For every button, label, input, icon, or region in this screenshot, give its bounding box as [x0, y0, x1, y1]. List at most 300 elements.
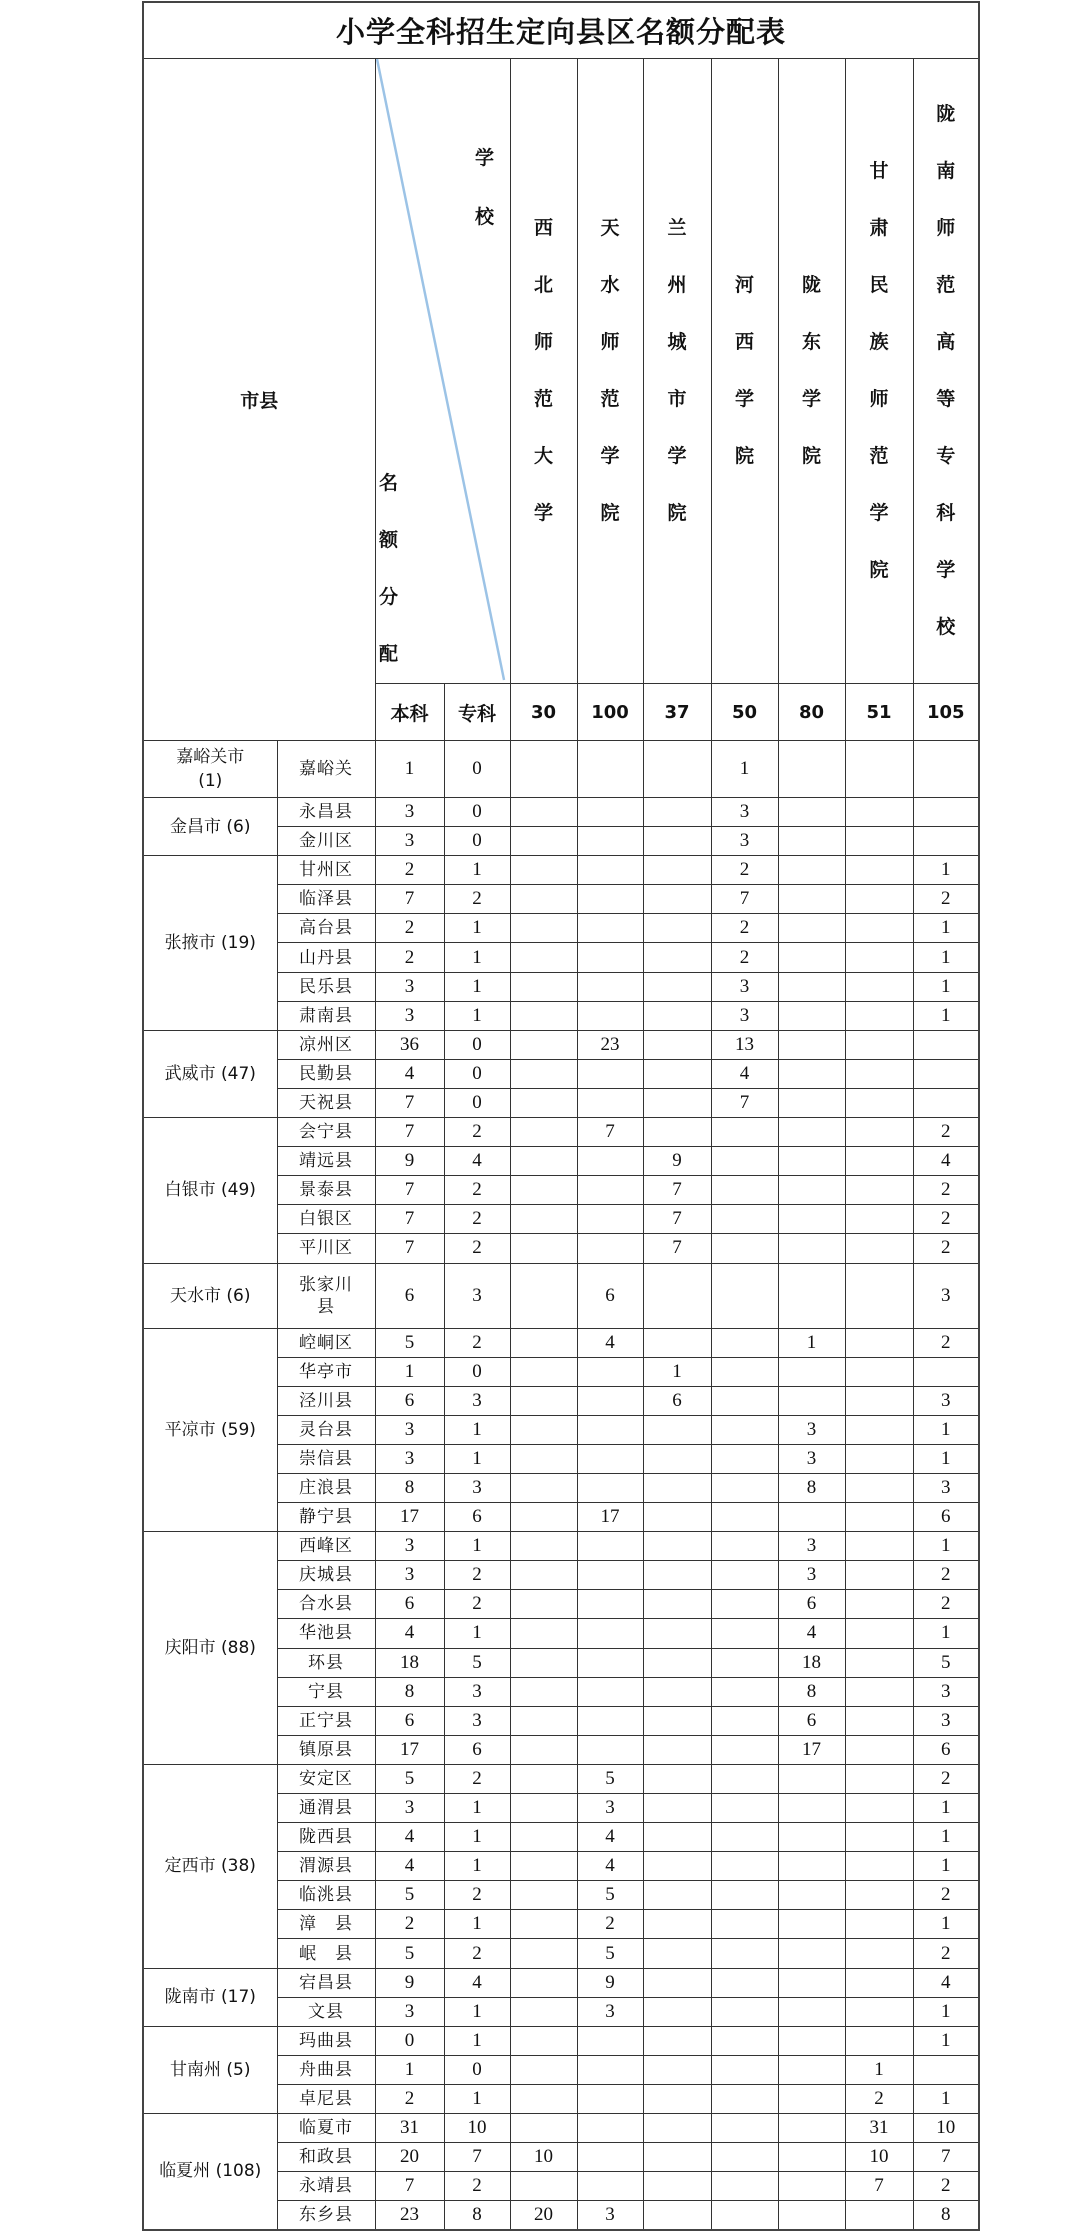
school-allocation	[845, 1997, 913, 2026]
county-cell: 肃南县	[277, 1001, 375, 1030]
school-allocation	[643, 1444, 711, 1473]
school-allocation: 1	[913, 2026, 979, 2055]
school-allocation: 5	[577, 1764, 643, 1793]
school-allocation: 3	[778, 1532, 845, 1561]
school-allocation	[510, 1532, 577, 1561]
school-allocation	[845, 856, 913, 885]
school-allocation	[845, 1118, 913, 1147]
school-allocation	[711, 1357, 778, 1386]
junior-value: 2	[444, 2172, 510, 2201]
school-allocation: 2	[913, 1590, 979, 1619]
school-allocation	[643, 2055, 711, 2084]
school-allocation	[845, 1590, 913, 1619]
undergrad-value: 18	[375, 1648, 444, 1677]
school-allocation	[845, 798, 913, 827]
school-allocation	[577, 1001, 643, 1030]
school-allocation: 3	[711, 798, 778, 827]
school-allocation: 7	[913, 2143, 979, 2172]
school-allocation: 5	[577, 1939, 643, 1968]
school-allocation	[510, 914, 577, 943]
school-allocation: 2	[913, 1764, 979, 1793]
school-allocation	[577, 1706, 643, 1735]
school-allocation	[778, 1997, 845, 2026]
school-allocation	[913, 1088, 979, 1117]
school-allocation	[711, 2143, 778, 2172]
school-allocation	[845, 1764, 913, 1793]
school-allocation	[510, 1147, 577, 1176]
school-allocation	[778, 1503, 845, 1532]
school-allocation: 4	[577, 1823, 643, 1852]
school-allocation	[845, 1881, 913, 1910]
undergrad-value: 2	[375, 2084, 444, 2113]
school-allocation: 3	[913, 1263, 979, 1328]
school-allocation	[577, 1059, 643, 1088]
school-allocation	[510, 798, 577, 827]
school-allocation	[510, 1030, 577, 1059]
table-row	[143, 1968, 979, 1997]
junior-value: 4	[444, 1147, 510, 1176]
quota-allocation-table	[142, 1, 980, 2231]
school-allocation	[577, 1735, 643, 1764]
school-allocation: 13	[711, 1030, 778, 1059]
school-allocation	[577, 2084, 643, 2113]
school-allocation	[711, 1968, 778, 1997]
school-allocation	[643, 2084, 711, 2113]
school-allocation	[577, 827, 643, 856]
undergrad-value: 7	[375, 2172, 444, 2201]
school-allocation: 4	[577, 1328, 643, 1357]
school-allocation	[643, 1561, 711, 1590]
school-allocation	[643, 741, 711, 798]
school-allocation	[643, 1088, 711, 1117]
school-allocation	[845, 1939, 913, 1968]
junior-value: 6	[444, 1735, 510, 1764]
junior-value: 8	[444, 2201, 510, 2230]
school-allocation	[711, 1997, 778, 2026]
undergrad-value: 7	[375, 1176, 444, 1205]
school-allocation	[510, 1088, 577, 1117]
school-allocation: 3	[778, 1415, 845, 1444]
school-allocation	[845, 1205, 913, 1234]
school-allocation	[778, 741, 845, 798]
school-allocation	[845, 1176, 913, 1205]
city-cell: 天水市 (6)	[143, 1263, 277, 1328]
school-allocation	[711, 1234, 778, 1263]
undergrad-value: 4	[375, 1823, 444, 1852]
school-allocation: 7	[577, 1118, 643, 1147]
undergrad-value: 6	[375, 1386, 444, 1415]
school-allocation: 4	[577, 1852, 643, 1881]
school-allocation	[913, 2055, 979, 2084]
junior-value: 3	[444, 1706, 510, 1735]
school-allocation	[510, 1735, 577, 1764]
school-allocation: 8	[778, 1677, 845, 1706]
table-row	[143, 1764, 979, 1793]
county-cell: 高台县	[277, 914, 375, 943]
school-allocation	[643, 1619, 711, 1648]
undergrad-value: 7	[375, 885, 444, 914]
city-cell: 临夏州 (108)	[143, 2114, 277, 2230]
junior-value: 2	[444, 885, 510, 914]
school-allocation	[845, 1532, 913, 1561]
junior-value: 2	[444, 1590, 510, 1619]
school-allocation	[510, 1764, 577, 1793]
school-allocation	[845, 1444, 913, 1473]
school-allocation	[845, 827, 913, 856]
city-cell: 嘉峪关市 (1)	[143, 741, 277, 798]
junior-value: 5	[444, 1648, 510, 1677]
corner-label-quota: 名额分配	[378, 472, 398, 665]
school-quota: 51	[845, 684, 913, 741]
diagonal-corner-cell	[375, 59, 510, 684]
junior-value: 0	[444, 1357, 510, 1386]
school-allocation	[577, 1176, 643, 1205]
school-allocation: 2	[845, 2084, 913, 2113]
school-allocation: 2	[913, 1234, 979, 1263]
school-allocation: 3	[913, 1473, 979, 1502]
undergrad-value: 1	[375, 1357, 444, 1386]
school-allocation	[845, 1415, 913, 1444]
school-header	[577, 59, 643, 684]
school-allocation: 8	[913, 2201, 979, 2230]
school-allocation	[778, 943, 845, 972]
undergrad-value: 17	[375, 1503, 444, 1532]
county-cell: 会宁县	[277, 1118, 375, 1147]
school-allocation	[711, 1444, 778, 1473]
school-allocation	[510, 2114, 577, 2143]
county-cell: 凉州区	[277, 1030, 375, 1059]
school-allocation	[778, 1386, 845, 1415]
school-allocation	[510, 1001, 577, 1030]
school-allocation	[510, 943, 577, 972]
school-allocation: 6	[577, 1263, 643, 1328]
county-cell: 卓尼县	[277, 2084, 375, 2113]
school-allocation: 1	[913, 1852, 979, 1881]
undergrad-value: 3	[375, 827, 444, 856]
school-allocation	[845, 2201, 913, 2230]
county-cell: 安定区	[277, 1764, 375, 1793]
city-cell: 金昌市 (6)	[143, 798, 277, 856]
school-allocation: 6	[913, 1735, 979, 1764]
school-allocation	[643, 856, 711, 885]
school-allocation	[577, 1561, 643, 1590]
school-allocation: 1	[643, 1357, 711, 1386]
table-title: 小学全科招生定向县区名额分配表	[143, 2, 979, 59]
school-allocation	[577, 1677, 643, 1706]
school-allocation	[510, 1503, 577, 1532]
school-allocation	[577, 2143, 643, 2172]
county-cell: 华池县	[277, 1619, 375, 1648]
table-row	[143, 2114, 979, 2143]
junior-value: 2	[444, 1881, 510, 1910]
undergrad-value: 4	[375, 1852, 444, 1881]
school-allocation	[510, 1968, 577, 1997]
school-allocation: 7	[643, 1234, 711, 1263]
school-allocation	[577, 1415, 643, 1444]
undergrad-value: 17	[375, 1735, 444, 1764]
county-cell: 静宁县	[277, 1503, 375, 1532]
school-allocation	[510, 1444, 577, 1473]
junior-header: 专科	[444, 684, 510, 741]
school-allocation: 7	[643, 1205, 711, 1234]
school-allocation	[510, 2084, 577, 2113]
county-cell: 庆城县	[277, 1561, 375, 1590]
county-cell: 玛曲县	[277, 2026, 375, 2055]
school-allocation	[845, 1706, 913, 1735]
school-allocation	[711, 1328, 778, 1357]
city-cell: 武威市 (47)	[143, 1030, 277, 1117]
county-cell: 正宁县	[277, 1706, 375, 1735]
school-allocation	[510, 856, 577, 885]
school-allocation	[577, 972, 643, 1001]
undergrad-value: 2	[375, 1910, 444, 1939]
school-allocation: 10	[510, 2143, 577, 2172]
junior-value: 7	[444, 2143, 510, 2172]
school-allocation: 2	[913, 2172, 979, 2201]
junior-value: 2	[444, 1234, 510, 1263]
undergrad-value: 2	[375, 943, 444, 972]
school-allocation	[643, 1328, 711, 1357]
county-cell: 岷 县	[277, 1939, 375, 1968]
school-allocation	[711, 1503, 778, 1532]
school-allocation	[913, 827, 979, 856]
school-allocation	[577, 914, 643, 943]
school-name: 兰州城市学院	[667, 217, 687, 524]
school-allocation: 1	[913, 972, 979, 1001]
county-cell: 通渭县	[277, 1794, 375, 1823]
school-allocation	[577, 2114, 643, 2143]
school-allocation: 9	[643, 1147, 711, 1176]
undergrad-value: 4	[375, 1619, 444, 1648]
school-allocation	[643, 1473, 711, 1502]
school-allocation	[845, 1910, 913, 1939]
school-allocation	[643, 2172, 711, 2201]
school-allocation: 1	[913, 1619, 979, 1648]
undergrad-value: 2	[375, 856, 444, 885]
school-allocation	[711, 1147, 778, 1176]
county-cell: 文县	[277, 1997, 375, 2026]
undergrad-value: 36	[375, 1030, 444, 1059]
undergrad-value: 5	[375, 1764, 444, 1793]
school-allocation	[577, 2172, 643, 2201]
school-allocation	[577, 798, 643, 827]
school-allocation	[577, 1648, 643, 1677]
undergrad-value: 2	[375, 914, 444, 943]
junior-value: 1	[444, 1910, 510, 1939]
school-allocation	[711, 1677, 778, 1706]
junior-value: 2	[444, 1764, 510, 1793]
school-header	[643, 59, 711, 684]
city-cell: 定西市 (38)	[143, 1764, 277, 1968]
school-allocation	[510, 1473, 577, 1502]
school-name: 陇南师范高等专科学校	[936, 103, 956, 638]
school-allocation	[510, 2172, 577, 2201]
school-allocation	[913, 741, 979, 798]
school-allocation	[845, 1473, 913, 1502]
school-allocation	[643, 1823, 711, 1852]
school-allocation: 4	[913, 1147, 979, 1176]
school-allocation	[643, 1677, 711, 1706]
school-allocation	[643, 1263, 711, 1328]
school-allocation	[643, 1059, 711, 1088]
school-allocation	[778, 2143, 845, 2172]
school-allocation	[643, 1764, 711, 1793]
school-allocation	[643, 2114, 711, 2143]
school-allocation	[510, 741, 577, 798]
undergrad-value: 8	[375, 1473, 444, 1502]
school-allocation	[510, 1590, 577, 1619]
undergrad-value: 3	[375, 1997, 444, 2026]
school-allocation: 3	[711, 1001, 778, 1030]
school-allocation	[643, 972, 711, 1001]
school-allocation: 1	[913, 914, 979, 943]
school-allocation	[643, 1997, 711, 2026]
school-allocation	[643, 1030, 711, 1059]
school-allocation	[643, 2143, 711, 2172]
junior-value: 3	[444, 1386, 510, 1415]
school-allocation: 1	[913, 1823, 979, 1852]
school-allocation: 17	[778, 1735, 845, 1764]
school-allocation	[778, 885, 845, 914]
school-allocation	[643, 2026, 711, 2055]
county-cell: 和政县	[277, 2143, 375, 2172]
school-allocation	[577, 1444, 643, 1473]
school-allocation: 2	[913, 1176, 979, 1205]
junior-value: 0	[444, 1059, 510, 1088]
school-allocation	[845, 1794, 913, 1823]
school-allocation: 3	[778, 1561, 845, 1590]
school-allocation	[510, 1263, 577, 1328]
undergrad-value: 6	[375, 1263, 444, 1328]
school-header	[913, 59, 979, 684]
school-allocation	[845, 1234, 913, 1263]
junior-value: 2	[444, 1939, 510, 1968]
undergrad-value: 9	[375, 1968, 444, 1997]
school-allocation	[845, 1059, 913, 1088]
school-allocation	[778, 2114, 845, 2143]
school-allocation	[643, 1118, 711, 1147]
school-allocation: 9	[577, 1968, 643, 1997]
county-cell: 泾川县	[277, 1386, 375, 1415]
school-allocation: 18	[778, 1648, 845, 1677]
school-allocation: 4	[913, 1968, 979, 1997]
county-cell: 灵台县	[277, 1415, 375, 1444]
school-allocation	[711, 1473, 778, 1502]
junior-value: 1	[444, 1001, 510, 1030]
school-allocation	[711, 1532, 778, 1561]
county-cell: 民勤县	[277, 1059, 375, 1088]
junior-value: 1	[444, 1415, 510, 1444]
school-allocation	[577, 943, 643, 972]
school-allocation	[510, 972, 577, 1001]
undergrad-value: 8	[375, 1677, 444, 1706]
school-allocation	[845, 1677, 913, 1706]
junior-value: 0	[444, 741, 510, 798]
county-cell: 西峰区	[277, 1532, 375, 1561]
school-allocation	[778, 1852, 845, 1881]
school-allocation	[913, 1059, 979, 1088]
undergrad-value: 7	[375, 1088, 444, 1117]
school-allocation	[643, 1881, 711, 1910]
school-allocation	[510, 1910, 577, 1939]
city-cell: 白银市 (49)	[143, 1118, 277, 1263]
school-allocation	[643, 1590, 711, 1619]
school-allocation	[577, 1473, 643, 1502]
school-allocation	[845, 1030, 913, 1059]
school-allocation: 3	[577, 1997, 643, 2026]
county-cell: 漳 县	[277, 1910, 375, 1939]
school-header	[845, 59, 913, 684]
school-allocation: 1	[913, 2084, 979, 2113]
school-allocation	[643, 798, 711, 827]
junior-value: 10	[444, 2114, 510, 2143]
school-quota: 100	[577, 684, 643, 741]
school-allocation	[913, 798, 979, 827]
school-allocation	[845, 1852, 913, 1881]
school-allocation: 6	[778, 1706, 845, 1735]
junior-value: 3	[444, 1263, 510, 1328]
junior-value: 1	[444, 1997, 510, 2026]
school-allocation: 3	[913, 1677, 979, 1706]
school-allocation	[711, 1619, 778, 1648]
undergrad-value: 3	[375, 1794, 444, 1823]
school-allocation	[778, 1764, 845, 1793]
school-allocation: 1	[711, 741, 778, 798]
school-quota: 37	[643, 684, 711, 741]
school-allocation	[778, 2201, 845, 2230]
school-allocation: 3	[577, 1794, 643, 1823]
junior-value: 1	[444, 1823, 510, 1852]
school-allocation	[778, 1088, 845, 1117]
school-allocation	[778, 1147, 845, 1176]
school-name: 天水师范学院	[600, 217, 620, 524]
school-allocation	[711, 2172, 778, 2201]
school-quota: 50	[711, 684, 778, 741]
school-allocation	[711, 1205, 778, 1234]
school-allocation: 1	[913, 856, 979, 885]
county-cell: 合水县	[277, 1590, 375, 1619]
school-allocation: 5	[577, 1881, 643, 1910]
school-allocation	[778, 1939, 845, 1968]
school-allocation	[845, 1386, 913, 1415]
school-allocation: 7	[643, 1176, 711, 1205]
school-allocation	[913, 1357, 979, 1386]
undergrad-value: 3	[375, 798, 444, 827]
school-allocation	[845, 1001, 913, 1030]
junior-value: 1	[444, 914, 510, 943]
school-allocation	[778, 2026, 845, 2055]
table-row	[143, 741, 979, 798]
county-cell: 临洮县	[277, 1881, 375, 1910]
undergrad-value: 1	[375, 2055, 444, 2084]
city-cell: 张掖市 (19)	[143, 856, 277, 1031]
school-allocation	[845, 1357, 913, 1386]
school-allocation	[510, 1561, 577, 1590]
school-allocation	[778, 1001, 845, 1030]
school-allocation: 7	[711, 1088, 778, 1117]
undergrad-value: 6	[375, 1706, 444, 1735]
county-cell: 崇信县	[277, 1444, 375, 1473]
undergrad-value: 7	[375, 1205, 444, 1234]
title-row	[143, 2, 979, 59]
undergrad-value: 3	[375, 1561, 444, 1590]
school-allocation	[643, 1532, 711, 1561]
table-row	[143, 1532, 979, 1561]
school-allocation	[845, 885, 913, 914]
school-allocation: 7	[711, 885, 778, 914]
school-allocation	[711, 1648, 778, 1677]
school-allocation	[845, 943, 913, 972]
